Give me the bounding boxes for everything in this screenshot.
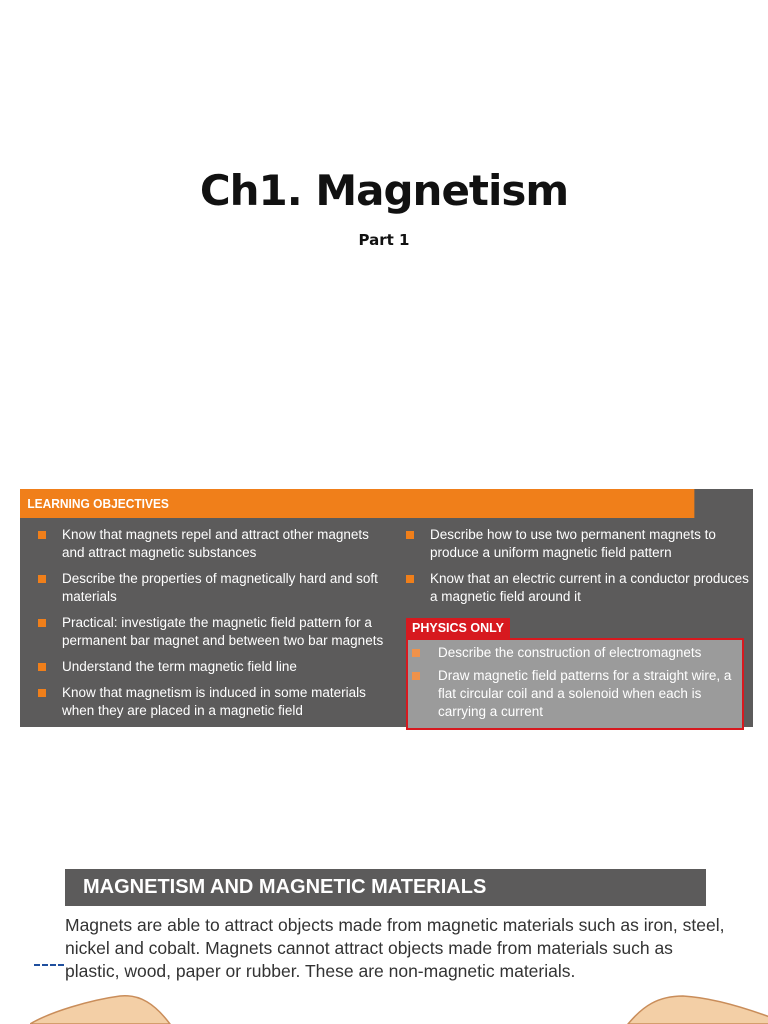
objective-item [38,614,388,650]
objective-text: Describe the properties of magnetically hard and soft materials [62,571,378,604]
objectives-right-column [406,526,751,730]
objective-item [38,570,388,606]
objective-item [412,667,738,721]
square-bullet-icon [38,575,46,583]
objective-text: Draw magnetic field patterns for a straight wire, a flat circular coil and a solenoid when each is carrying a current [438,668,732,719]
square-bullet-icon [38,663,46,671]
section-heading: MAGNETISM AND MAGNETIC MATERIALS [65,869,706,906]
section-paragraph: Magnets are able to attract objects made from magnetic materials such as iron, steel, nickel and cobalt. Magnets cannot attract objects made from materials such as plastic, wood, paper or rubber. These are non-magnetic materials. [65,915,725,981]
square-bullet-icon [406,575,414,583]
dashed-marker [34,964,64,968]
objective-text: Practical: investigate the magnetic field pattern for a permanent bar magnet and between two bar magnets [62,615,384,648]
objective-item [406,570,751,606]
hand-illustration-right [618,994,768,1024]
objective-item [38,684,388,720]
physics-only-label: PHYSICS ONLY [406,618,510,638]
objective-text: Know that an electric current in a conductor produces a magnetic field around it [430,571,749,604]
square-bullet-icon [38,619,46,627]
square-bullet-icon [412,649,420,657]
hand-illustration-left [30,994,200,1024]
learning-objectives-header: LEARNING OBJECTIVES [20,489,694,518]
objective-text: Know that magnets repel and attract other magnets and attract magnetic substances [62,527,369,560]
objective-text: Understand the term magnetic field line [62,659,297,674]
page-subtitle: Part 1 [358,231,410,249]
objective-item [406,526,751,562]
physics-only-box [406,638,744,730]
learning-objectives-panel [20,489,753,727]
square-bullet-icon [406,531,414,539]
objective-item [38,526,388,562]
objective-item [412,644,738,662]
objectives-left-column [38,526,388,728]
objective-item [38,658,388,676]
square-bullet-icon [412,672,420,680]
square-bullet-icon [38,531,46,539]
objective-text: Describe the construction of electromagnets [438,645,702,660]
objective-text: Know that magnetism is induced in some materials when they are placed in a magnetic field [62,685,366,718]
objective-text: Describe how to use two permanent magnets to produce a uniform magnetic field pattern [430,527,716,560]
page-title: Ch1. Magnetism [199,166,569,215]
square-bullet-icon [38,689,46,697]
